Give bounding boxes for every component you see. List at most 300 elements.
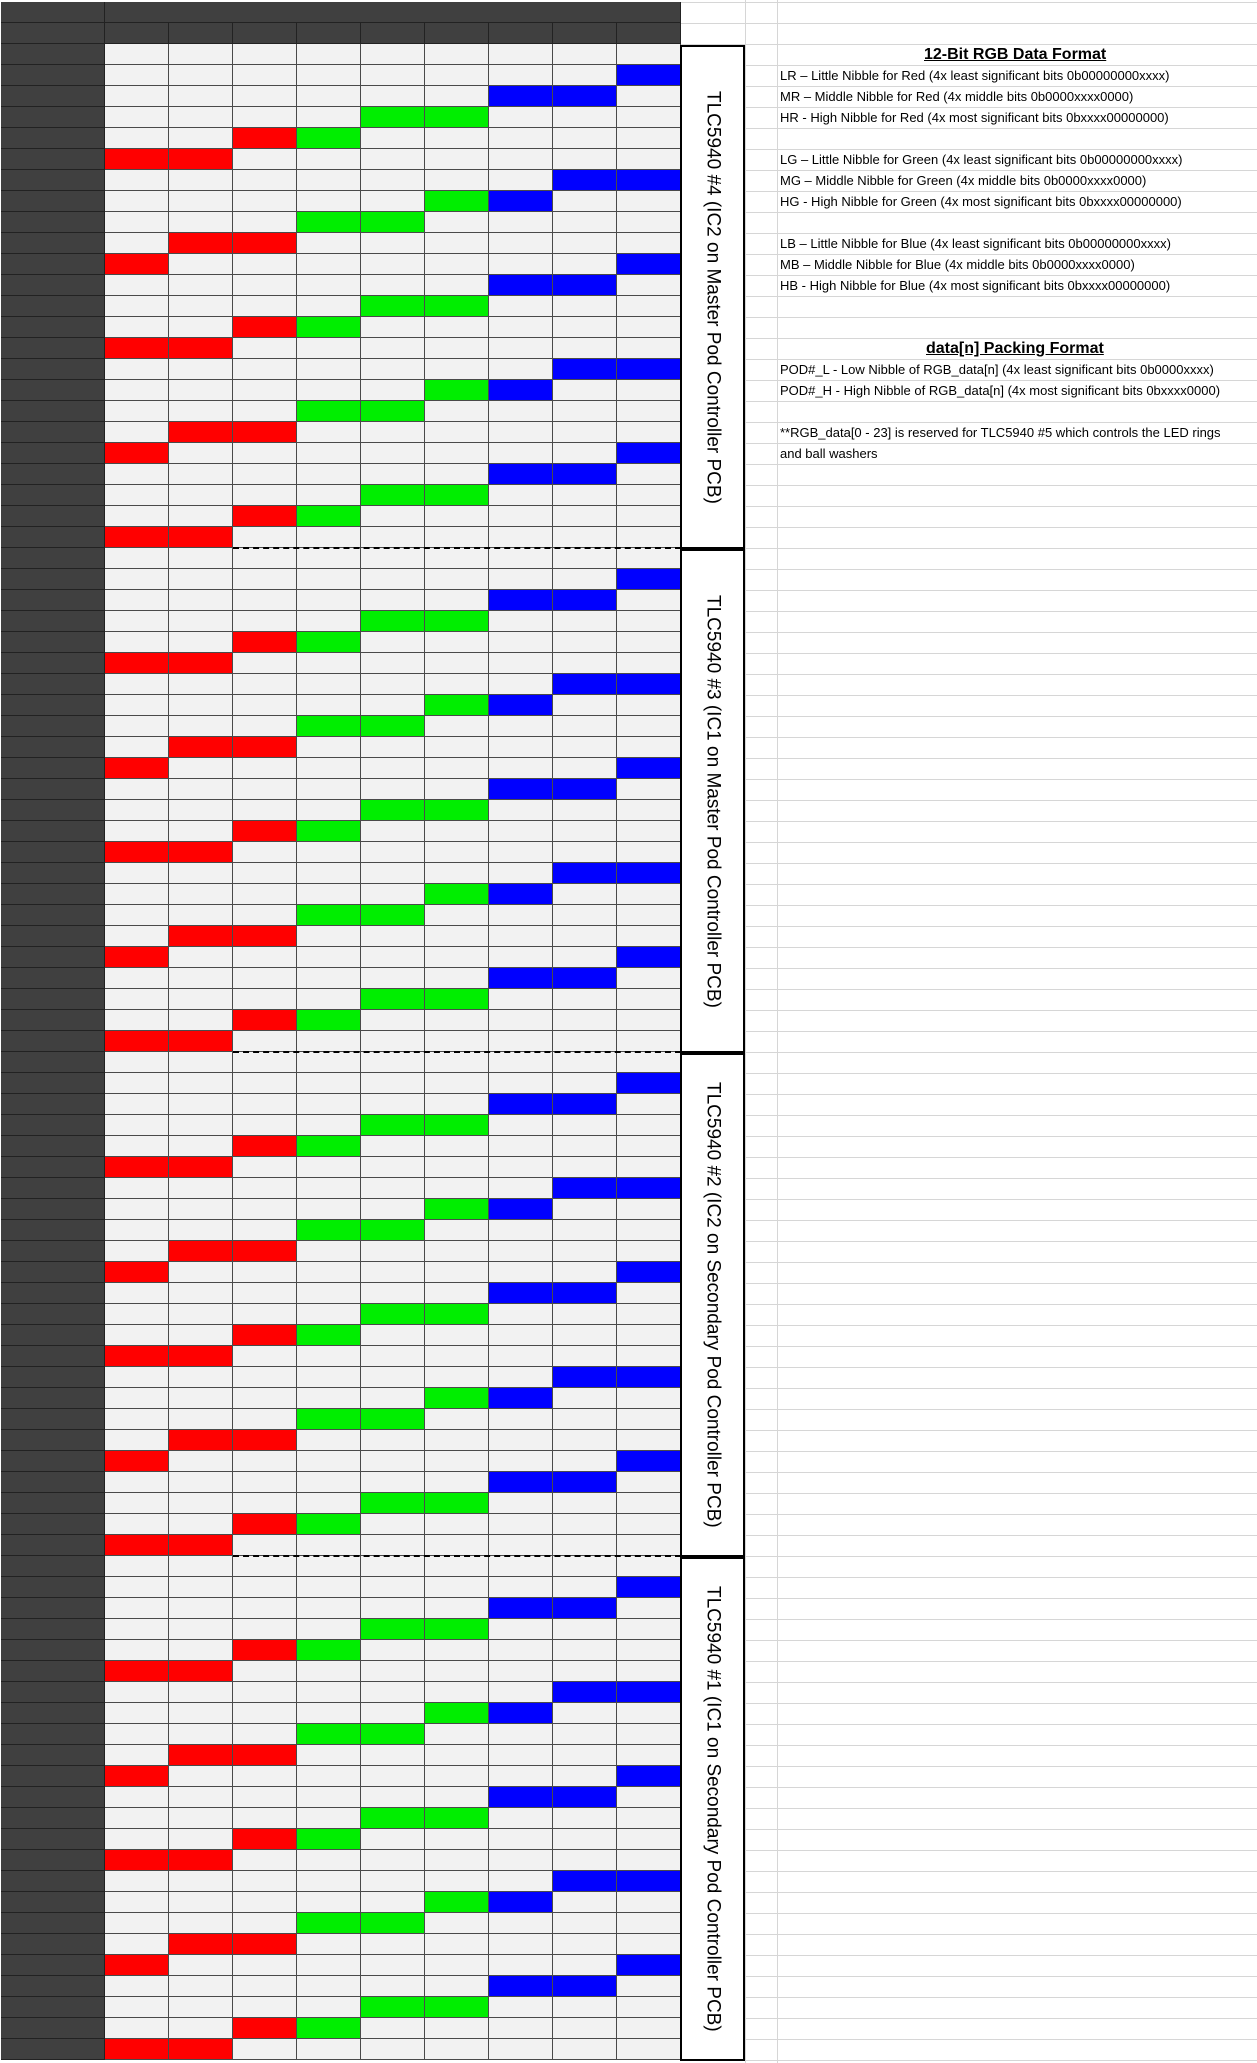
empty-cell[interactable] (169, 968, 233, 989)
empty-cell[interactable] (169, 443, 233, 464)
empty-cell[interactable] (617, 464, 681, 485)
pod-nibble-cell[interactable] (361, 485, 425, 506)
pod-nibble-cell[interactable] (553, 1598, 617, 1619)
empty-cell[interactable] (425, 1178, 489, 1199)
pod-nibble-cell[interactable] (169, 1241, 233, 1262)
empty-cell[interactable] (617, 1304, 681, 1325)
empty-cell[interactable] (233, 65, 297, 86)
pod-nibble-cell[interactable] (425, 989, 489, 1010)
empty-cell[interactable] (617, 233, 681, 254)
empty-cell[interactable] (489, 632, 553, 653)
pod-nibble-cell[interactable] (105, 1157, 169, 1178)
empty-cell[interactable] (297, 296, 361, 317)
pod-nibble-cell[interactable] (297, 506, 361, 527)
pod-nibble-cell[interactable] (169, 842, 233, 863)
pod-nibble-cell[interactable] (233, 737, 297, 758)
empty-cell[interactable] (425, 1661, 489, 1682)
empty-cell[interactable] (617, 842, 681, 863)
empty-cell[interactable] (105, 1178, 169, 1199)
empty-cell[interactable] (169, 1598, 233, 1619)
empty-cell[interactable] (361, 65, 425, 86)
empty-cell[interactable] (297, 758, 361, 779)
empty-cell[interactable] (553, 107, 617, 128)
empty-cell[interactable] (233, 1451, 297, 1472)
pod-nibble-cell[interactable] (297, 317, 361, 338)
empty-cell[interactable] (297, 674, 361, 695)
empty-cell[interactable] (233, 1304, 297, 1325)
pod-nibble-cell[interactable] (425, 485, 489, 506)
empty-cell[interactable] (489, 1640, 553, 1661)
empty-cell[interactable] (489, 359, 553, 380)
empty-cell[interactable] (297, 926, 361, 947)
pod-nibble-cell[interactable] (233, 1325, 297, 1346)
empty-cell[interactable] (489, 128, 553, 149)
empty-cell[interactable] (233, 1472, 297, 1493)
empty-cell[interactable] (425, 1241, 489, 1262)
empty-cell[interactable] (233, 296, 297, 317)
pod-nibble-cell[interactable] (361, 1913, 425, 1934)
empty-cell[interactable] (553, 1661, 617, 1682)
empty-cell[interactable] (105, 1619, 169, 1640)
empty-cell[interactable] (425, 233, 489, 254)
empty-cell[interactable] (169, 212, 233, 233)
pod-nibble-cell[interactable] (233, 422, 297, 443)
empty-cell[interactable] (297, 1682, 361, 1703)
empty-cell[interactable] (489, 422, 553, 443)
empty-cell[interactable] (361, 1703, 425, 1724)
empty-cell[interactable] (425, 149, 489, 170)
empty-cell[interactable] (105, 464, 169, 485)
empty-cell[interactable] (105, 548, 169, 569)
empty-cell[interactable] (617, 1052, 681, 1073)
pod-nibble-cell[interactable] (233, 1136, 297, 1157)
empty-cell[interactable] (297, 1430, 361, 1451)
empty-cell[interactable] (297, 1997, 361, 2018)
empty-cell[interactable] (553, 1325, 617, 1346)
empty-cell[interactable] (169, 1388, 233, 1409)
empty-cell[interactable] (105, 65, 169, 86)
empty-cell[interactable] (361, 1892, 425, 1913)
empty-cell[interactable] (105, 737, 169, 758)
empty-cell[interactable] (297, 1535, 361, 1556)
empty-cell[interactable] (105, 233, 169, 254)
pod-nibble-cell[interactable] (233, 2018, 297, 2039)
empty-cell[interactable] (553, 1556, 617, 1577)
empty-cell[interactable] (297, 1031, 361, 1052)
empty-cell[interactable] (233, 1577, 297, 1598)
empty-cell[interactable] (105, 1304, 169, 1325)
empty-cell[interactable] (553, 317, 617, 338)
empty-cell[interactable] (233, 2039, 297, 2060)
empty-cell[interactable] (361, 569, 425, 590)
pod-nibble-cell[interactable] (105, 1262, 169, 1283)
empty-cell[interactable] (361, 233, 425, 254)
pod-nibble-cell[interactable] (169, 926, 233, 947)
empty-cell[interactable] (105, 317, 169, 338)
empty-cell[interactable] (361, 1955, 425, 1976)
pod-nibble-cell[interactable] (169, 1157, 233, 1178)
empty-cell[interactable] (489, 1808, 553, 1829)
empty-cell[interactable] (489, 1850, 553, 1871)
empty-cell[interactable] (169, 1199, 233, 1220)
pod-nibble-cell[interactable] (553, 1094, 617, 1115)
empty-cell[interactable] (617, 212, 681, 233)
pod-nibble-cell[interactable] (169, 1535, 233, 1556)
empty-cell[interactable] (617, 422, 681, 443)
pod-nibble-cell[interactable] (361, 1997, 425, 2018)
pod-nibble-cell[interactable] (297, 212, 361, 233)
empty-cell[interactable] (297, 1955, 361, 1976)
empty-cell[interactable] (425, 590, 489, 611)
empty-cell[interactable] (425, 968, 489, 989)
pod-nibble-cell[interactable] (105, 1661, 169, 1682)
empty-cell[interactable] (297, 1808, 361, 1829)
empty-cell[interactable] (105, 1640, 169, 1661)
empty-cell[interactable] (105, 44, 169, 65)
empty-cell[interactable] (297, 1976, 361, 1997)
empty-cell[interactable] (553, 1430, 617, 1451)
empty-cell[interactable] (553, 254, 617, 275)
empty-cell[interactable] (553, 821, 617, 842)
empty-cell[interactable] (617, 107, 681, 128)
empty-cell[interactable] (105, 968, 169, 989)
empty-cell[interactable] (297, 1094, 361, 1115)
empty-cell[interactable] (489, 1556, 553, 1577)
empty-cell[interactable] (617, 1094, 681, 1115)
empty-cell[interactable] (361, 1388, 425, 1409)
empty-cell[interactable] (105, 1976, 169, 1997)
empty-cell[interactable] (489, 611, 553, 632)
empty-cell[interactable] (553, 1724, 617, 1745)
empty-cell[interactable] (553, 632, 617, 653)
empty-cell[interactable] (297, 1262, 361, 1283)
pod-nibble-cell[interactable] (105, 1850, 169, 1871)
empty-cell[interactable] (553, 380, 617, 401)
empty-cell[interactable] (489, 548, 553, 569)
pod-nibble-cell[interactable] (169, 527, 233, 548)
empty-cell[interactable] (425, 1598, 489, 1619)
empty-cell[interactable] (617, 149, 681, 170)
empty-cell[interactable] (297, 1451, 361, 1472)
empty-cell[interactable] (553, 1304, 617, 1325)
pod-nibble-cell[interactable] (425, 107, 489, 128)
empty-cell[interactable] (617, 1409, 681, 1430)
empty-cell[interactable] (233, 1052, 297, 1073)
pod-nibble-cell[interactable] (297, 1010, 361, 1031)
pod-nibble-cell[interactable] (105, 443, 169, 464)
empty-cell[interactable] (489, 65, 553, 86)
empty-cell[interactable] (553, 1514, 617, 1535)
pod-nibble-cell[interactable] (617, 1178, 681, 1199)
empty-cell[interactable] (361, 464, 425, 485)
empty-cell[interactable] (617, 1976, 681, 1997)
empty-cell[interactable] (617, 1136, 681, 1157)
empty-cell[interactable] (233, 1094, 297, 1115)
pod-nibble-cell[interactable] (425, 296, 489, 317)
empty-cell[interactable] (489, 926, 553, 947)
empty-cell[interactable] (553, 338, 617, 359)
pod-nibble-cell[interactable] (489, 1976, 553, 1997)
empty-cell[interactable] (617, 1787, 681, 1808)
empty-cell[interactable] (105, 1472, 169, 1493)
empty-cell[interactable] (425, 1766, 489, 1787)
pod-nibble-cell[interactable] (361, 1724, 425, 1745)
pod-nibble-cell[interactable] (489, 1703, 553, 1724)
empty-cell[interactable] (553, 1010, 617, 1031)
empty-cell[interactable] (553, 128, 617, 149)
empty-cell[interactable] (361, 506, 425, 527)
empty-cell[interactable] (233, 1493, 297, 1514)
empty-cell[interactable] (105, 905, 169, 926)
empty-cell[interactable] (233, 716, 297, 737)
pod-nibble-cell[interactable] (361, 905, 425, 926)
empty-cell[interactable] (105, 1892, 169, 1913)
empty-cell[interactable] (553, 1766, 617, 1787)
empty-cell[interactable] (489, 1955, 553, 1976)
empty-cell[interactable] (617, 1241, 681, 1262)
pod-nibble-cell[interactable] (297, 401, 361, 422)
pod-nibble-cell[interactable] (617, 863, 681, 884)
empty-cell[interactable] (297, 1661, 361, 1682)
empty-cell[interactable] (361, 1829, 425, 1850)
empty-cell[interactable] (105, 1682, 169, 1703)
empty-cell[interactable] (425, 737, 489, 758)
pod-nibble-cell[interactable] (169, 149, 233, 170)
empty-cell[interactable] (169, 716, 233, 737)
empty-cell[interactable] (361, 1472, 425, 1493)
empty-cell[interactable] (617, 506, 681, 527)
pod-nibble-cell[interactable] (489, 1598, 553, 1619)
empty-cell[interactable] (617, 1640, 681, 1661)
empty-cell[interactable] (169, 905, 233, 926)
empty-cell[interactable] (105, 380, 169, 401)
empty-cell[interactable] (617, 1619, 681, 1640)
pod-nibble-cell[interactable] (233, 1829, 297, 1850)
pod-nibble-cell[interactable] (233, 821, 297, 842)
empty-cell[interactable] (169, 1325, 233, 1346)
empty-cell[interactable] (489, 989, 553, 1010)
empty-cell[interactable] (425, 1787, 489, 1808)
pod-nibble-cell[interactable] (233, 506, 297, 527)
empty-cell[interactable] (361, 1514, 425, 1535)
empty-cell[interactable] (361, 1850, 425, 1871)
empty-cell[interactable] (553, 1997, 617, 2018)
empty-cell[interactable] (169, 317, 233, 338)
empty-cell[interactable] (169, 863, 233, 884)
pod-nibble-cell[interactable] (361, 716, 425, 737)
empty-cell[interactable] (361, 1199, 425, 1220)
empty-cell[interactable] (489, 443, 553, 464)
empty-cell[interactable] (233, 548, 297, 569)
pod-nibble-cell[interactable] (553, 86, 617, 107)
pod-nibble-cell[interactable] (361, 611, 425, 632)
empty-cell[interactable] (489, 1871, 553, 1892)
empty-cell[interactable] (361, 1976, 425, 1997)
empty-cell[interactable] (169, 1136, 233, 1157)
empty-cell[interactable] (169, 1094, 233, 1115)
empty-cell[interactable] (105, 1871, 169, 1892)
empty-cell[interactable] (233, 401, 297, 422)
empty-cell[interactable] (553, 1535, 617, 1556)
empty-cell[interactable] (553, 1220, 617, 1241)
empty-cell[interactable] (489, 1493, 553, 1514)
empty-cell[interactable] (425, 653, 489, 674)
empty-cell[interactable] (617, 926, 681, 947)
pod-nibble-cell[interactable] (105, 527, 169, 548)
empty-cell[interactable] (425, 842, 489, 863)
empty-cell[interactable] (617, 1661, 681, 1682)
empty-cell[interactable] (425, 401, 489, 422)
empty-cell[interactable] (297, 338, 361, 359)
empty-cell[interactable] (233, 338, 297, 359)
empty-cell[interactable] (233, 254, 297, 275)
empty-cell[interactable] (105, 569, 169, 590)
pod-nibble-cell[interactable] (553, 863, 617, 884)
empty-cell[interactable] (489, 1367, 553, 1388)
empty-cell[interactable] (297, 443, 361, 464)
empty-cell[interactable] (105, 1388, 169, 1409)
empty-cell[interactable] (489, 569, 553, 590)
pod-nibble-cell[interactable] (489, 1283, 553, 1304)
empty-cell[interactable] (105, 800, 169, 821)
empty-cell[interactable] (361, 674, 425, 695)
pod-nibble-cell[interactable] (553, 359, 617, 380)
empty-cell[interactable] (169, 1976, 233, 1997)
pod-nibble-cell[interactable] (105, 758, 169, 779)
empty-cell[interactable] (361, 548, 425, 569)
pod-nibble-cell[interactable] (617, 569, 681, 590)
empty-cell[interactable] (425, 2018, 489, 2039)
empty-cell[interactable] (489, 1829, 553, 1850)
empty-cell[interactable] (553, 1052, 617, 1073)
empty-cell[interactable] (233, 1955, 297, 1976)
empty-cell[interactable] (297, 842, 361, 863)
empty-cell[interactable] (489, 1262, 553, 1283)
pod-nibble-cell[interactable] (297, 1913, 361, 1934)
empty-cell[interactable] (233, 653, 297, 674)
empty-cell[interactable] (617, 821, 681, 842)
empty-cell[interactable] (553, 1451, 617, 1472)
empty-cell[interactable] (105, 1367, 169, 1388)
empty-cell[interactable] (105, 1556, 169, 1577)
empty-cell[interactable] (233, 989, 297, 1010)
empty-cell[interactable] (233, 107, 297, 128)
empty-cell[interactable] (297, 779, 361, 800)
empty-cell[interactable] (361, 275, 425, 296)
empty-cell[interactable] (233, 1913, 297, 1934)
empty-cell[interactable] (617, 1829, 681, 1850)
empty-cell[interactable] (233, 968, 297, 989)
empty-cell[interactable] (489, 317, 553, 338)
pod-nibble-cell[interactable] (297, 632, 361, 653)
pod-nibble-cell[interactable] (489, 1892, 553, 1913)
empty-cell[interactable] (105, 128, 169, 149)
empty-cell[interactable] (361, 2018, 425, 2039)
empty-cell[interactable] (361, 884, 425, 905)
empty-cell[interactable] (105, 212, 169, 233)
empty-cell[interactable] (169, 2018, 233, 2039)
empty-cell[interactable] (425, 44, 489, 65)
empty-cell[interactable] (553, 1808, 617, 1829)
empty-cell[interactable] (617, 527, 681, 548)
empty-cell[interactable] (169, 65, 233, 86)
empty-cell[interactable] (169, 548, 233, 569)
pod-nibble-cell[interactable] (233, 1745, 297, 1766)
empty-cell[interactable] (297, 989, 361, 1010)
pod-nibble-cell[interactable] (553, 1283, 617, 1304)
empty-cell[interactable] (297, 590, 361, 611)
empty-cell[interactable] (617, 590, 681, 611)
pod-nibble-cell[interactable] (489, 884, 553, 905)
empty-cell[interactable] (297, 1493, 361, 1514)
empty-cell[interactable] (105, 1325, 169, 1346)
empty-cell[interactable] (297, 1241, 361, 1262)
empty-cell[interactable] (233, 1871, 297, 1892)
pod-nibble-cell[interactable] (169, 422, 233, 443)
empty-cell[interactable] (169, 1304, 233, 1325)
empty-cell[interactable] (425, 338, 489, 359)
empty-cell[interactable] (105, 611, 169, 632)
empty-cell[interactable] (489, 1682, 553, 1703)
pod-nibble-cell[interactable] (617, 254, 681, 275)
empty-cell[interactable] (297, 86, 361, 107)
empty-cell[interactable] (489, 1052, 553, 1073)
empty-cell[interactable] (361, 254, 425, 275)
pod-nibble-cell[interactable] (297, 1829, 361, 1850)
empty-cell[interactable] (169, 590, 233, 611)
empty-cell[interactable] (489, 1724, 553, 1745)
empty-cell[interactable] (105, 1577, 169, 1598)
empty-cell[interactable] (617, 296, 681, 317)
empty-cell[interactable] (297, 254, 361, 275)
pod-nibble-cell[interactable] (489, 380, 553, 401)
empty-cell[interactable] (233, 1178, 297, 1199)
empty-cell[interactable] (297, 695, 361, 716)
empty-cell[interactable] (361, 947, 425, 968)
empty-cell[interactable] (425, 212, 489, 233)
empty-cell[interactable] (553, 1913, 617, 1934)
empty-cell[interactable] (169, 695, 233, 716)
empty-cell[interactable] (233, 359, 297, 380)
pod-nibble-cell[interactable] (425, 1115, 489, 1136)
empty-cell[interactable] (169, 1766, 233, 1787)
pod-nibble-cell[interactable] (105, 1955, 169, 1976)
pod-nibble-cell[interactable] (297, 1724, 361, 1745)
pod-nibble-cell[interactable] (617, 1871, 681, 1892)
empty-cell[interactable] (361, 1598, 425, 1619)
empty-cell[interactable] (169, 800, 233, 821)
empty-cell[interactable] (233, 1283, 297, 1304)
empty-cell[interactable] (105, 1514, 169, 1535)
pod-nibble-cell[interactable] (425, 1619, 489, 1640)
empty-cell[interactable] (169, 1619, 233, 1640)
pod-nibble-cell[interactable] (617, 674, 681, 695)
empty-cell[interactable] (425, 863, 489, 884)
empty-cell[interactable] (425, 1955, 489, 1976)
pod-nibble-cell[interactable] (233, 317, 297, 338)
pod-nibble-cell[interactable] (297, 1220, 361, 1241)
pod-nibble-cell[interactable] (233, 128, 297, 149)
pod-nibble-cell[interactable] (617, 443, 681, 464)
empty-cell[interactable] (105, 1094, 169, 1115)
empty-cell[interactable] (169, 1556, 233, 1577)
pod-nibble-cell[interactable] (489, 1199, 553, 1220)
empty-cell[interactable] (425, 527, 489, 548)
pod-nibble-cell[interactable] (489, 1094, 553, 1115)
empty-cell[interactable] (553, 926, 617, 947)
empty-cell[interactable] (297, 1178, 361, 1199)
empty-cell[interactable] (233, 191, 297, 212)
